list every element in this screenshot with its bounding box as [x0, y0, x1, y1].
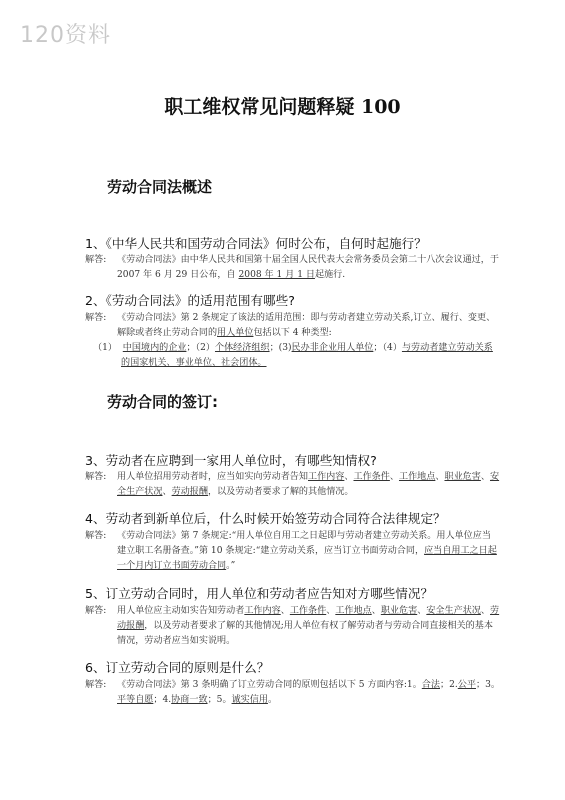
answer-label: 解答:: [85, 313, 107, 323]
answer-5: 解答: 用人单位应主动如实告知劳动者工作内容、工作条件、工作地点、职业危害、安全生产状况、劳动报酬，以及劳动者要求了解的其他情况;用人单位有权了解劳动者与劳动合同直接相关的基本情况，劳动者应当如实说明。: [85, 606, 500, 646]
answer-label: 解答:: [85, 680, 107, 690]
answer-label: 解答:: [85, 472, 107, 482]
answer-4: 解答: 《劳动合同法》第 7 条规定:“用人单位自用工之日起即与劳动者建立劳动关系。用人单位应当建立职工名册备查。”第 10 条规定:“建立劳动关系，应当订立书面劳动合同，应当自用工之日起一个月内订立书面劳动合同。”: [85, 531, 497, 571]
employer-type-list: （1） 中国境内的企业；（2）个体经济组织；(3)民办非企业用人单位；（4）与劳动者建立劳动关系的国家机关、事业单位、社会团体。: [93, 343, 493, 368]
question-1: 1、《中华人民共和国劳动合同法》何时公布，自何时起施行？: [85, 236, 427, 251]
question-5: 5、订立劳动合同时，用人单位和劳动者应告知对方哪些情况？: [85, 586, 434, 601]
answer-1: 解答: 《劳动合同法》由中华人民共和国第十届全国人民代表大会常务委员会第二十八次会议通过，于 2007 年 6 月 29 日公布，自 2008 年 1 月 1 日起施行.: [85, 255, 499, 280]
effective-date: 2008 年 1 月 1 日: [238, 270, 315, 280]
document-title: 职工维权常见问题释疑 100: [164, 96, 401, 118]
watermark: 120资料: [20, 23, 111, 48]
section-heading-signing: 劳动合同的签订:: [107, 393, 218, 411]
answer-label: 解答:: [85, 531, 107, 541]
answer-2: 解答: 《劳动合同法》第 2 条规定了该法的适用范围：即与劳动者建立劳动关系,订立、履行、变更、解除或者终止劳动合同的用人单位包括以下 4 种类型: （1） 中国境内的企业；（2）个体经济组织；(3)民办非企业用人单位；（4）与劳动者建立劳动关系的国家机关、事业单位、社会团体。: [85, 311, 500, 371]
section-heading-overview: 劳动合同法概述: [107, 178, 213, 196]
question-6: 6、订立劳动合同的原则是什么？: [85, 660, 270, 675]
question-2: 2、《劳动合同法》的适用范围有哪些?: [85, 293, 295, 308]
question-4: 4、劳动者到新单位后，什么时候开始签劳动合同符合法律规定？: [85, 511, 446, 526]
answer-3: 解答: 用人单位招用劳动者时，应当如实向劳动者告知工作内容、工作条件、工作地点、职业危害、安全生产状况、劳动报酬，以及劳动者要求了解的其他情况。: [85, 472, 500, 497]
answer-label: 解答:: [85, 606, 107, 616]
answer-label: 解答:: [85, 255, 107, 265]
answer-6: 解答: 《劳动合同法》第 3 条明确了订立劳动合同的原则包括以下 5 方面内容:1。合法；2.公平；3。平等自愿；4.协商一致；5。诚实信用。: [85, 680, 500, 705]
question-3: 3、劳动者在应聘到一家用人单位时，有哪些知情权?: [85, 453, 377, 468]
